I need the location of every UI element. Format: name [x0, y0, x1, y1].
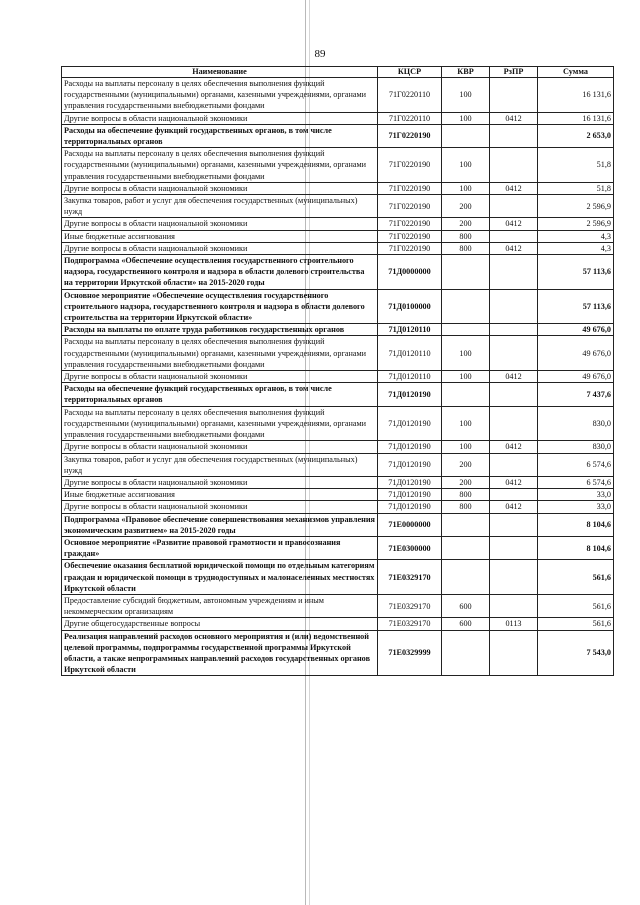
- table-row: [62, 195, 614, 218]
- cell-rzpr: [490, 78, 538, 113]
- table-row: [62, 218, 614, 230]
- cell-kvr: 100: [442, 182, 490, 194]
- cell-sum: 57 113,6: [538, 289, 614, 324]
- table-row: [62, 78, 614, 113]
- cell-sum: 561,6: [538, 594, 614, 617]
- cell-rzpr: 0412: [490, 441, 538, 453]
- cell-rzpr: 0113: [490, 618, 538, 630]
- cell-kcsr: 71Е0329170: [378, 560, 442, 595]
- cell-kcsr: 71Г0220110: [378, 112, 442, 124]
- cell-name: Закупка товаров, работ и услуг для обеспечения государственных (муниципальных) нужд: [62, 195, 378, 218]
- cell-name: Другие вопросы в области национальной экономики: [62, 476, 378, 488]
- cell-rzpr: [490, 630, 538, 676]
- cell-sum: 49 676,0: [538, 324, 614, 336]
- cell-kvr: 100: [442, 78, 490, 113]
- cell-kvr: 100: [442, 148, 490, 183]
- cell-kcsr: 71Д0100000: [378, 289, 442, 324]
- cell-sum: 49 676,0: [538, 336, 614, 371]
- cell-sum: 33,0: [538, 489, 614, 501]
- cell-rzpr: 0412: [490, 112, 538, 124]
- cell-kvr: 800: [442, 230, 490, 242]
- cell-sum: 4,3: [538, 230, 614, 242]
- cell-name: Другие вопросы в области национальной экономики: [62, 371, 378, 383]
- cell-name: Расходы на выплаты персоналу в целях обеспечения выполнения функций государственными (муниципальными) органами, казенными учреждениями, органами управления государственными внебюджетными фондами: [62, 78, 378, 113]
- cell-kcsr: 71Д0120190: [378, 441, 442, 453]
- cell-rzpr: [490, 536, 538, 559]
- cell-rzpr: [490, 406, 538, 441]
- table-row: [62, 594, 614, 617]
- cell-rzpr: [490, 230, 538, 242]
- cell-kcsr: 71Д0120190: [378, 476, 442, 488]
- cell-name: Иные бюджетные ассигнования: [62, 489, 378, 501]
- table-header-row: [62, 67, 614, 78]
- page-number: 89: [314, 48, 326, 60]
- table-row: [62, 560, 614, 595]
- cell-sum: 7 437,6: [538, 383, 614, 406]
- cell-kvr: 100: [442, 112, 490, 124]
- cell-kvr: [442, 324, 490, 336]
- cell-kvr: 200: [442, 218, 490, 230]
- cell-kvr: [442, 255, 490, 290]
- cell-rzpr: 0412: [490, 182, 538, 194]
- cell-name: Подпрограмма «Обеспечение осуществления государственного строительного надзора, государственного контроля и надзора в области долевого строительства на территории Иркутской области» на 2015-2020 годы: [62, 255, 378, 290]
- cell-rzpr: 0412: [490, 476, 538, 488]
- cell-kcsr: 71Г0220190: [378, 182, 442, 194]
- cell-rzpr: [490, 513, 538, 536]
- cell-kvr: 200: [442, 476, 490, 488]
- cell-sum: 16 131,6: [538, 78, 614, 113]
- cell-kcsr: 71Д0000000: [378, 255, 442, 290]
- cell-name: Обеспечение оказания бесплатной юридической помощи по отдельным категориям граждан и юридической помощи в труднодоступных и малонаселенных местностях Иркутской области: [62, 560, 378, 595]
- cell-rzpr: 0412: [490, 371, 538, 383]
- cell-name: Расходы на обеспечение функций государственных органов, в том числе территориальных органов: [62, 124, 378, 147]
- table-row: [62, 501, 614, 513]
- cell-name: Другие вопросы в области национальной экономики: [62, 441, 378, 453]
- cell-rzpr: [490, 289, 538, 324]
- table-row: [62, 383, 614, 406]
- table-row: [62, 406, 614, 441]
- table-row: [62, 489, 614, 501]
- header-rzpr: РзПР: [490, 67, 538, 78]
- cell-sum: 830,0: [538, 441, 614, 453]
- cell-kcsr: 71Е0329170: [378, 594, 442, 617]
- cell-kvr: [442, 513, 490, 536]
- cell-kvr: [442, 560, 490, 595]
- cell-kcsr: 71Д0120190: [378, 406, 442, 441]
- table-row: [62, 148, 614, 183]
- cell-name: Основное мероприятие «Обеспечение осуществления государственного строительного надзора, государственного контроля и надзора в области долевого строительства на территории Иркутской области»: [62, 289, 378, 324]
- cell-sum: 2 596,9: [538, 195, 614, 218]
- table-row: [62, 371, 614, 383]
- cell-name: Расходы на выплаты персоналу в целях обеспечения выполнения функций государственными (муниципальными) органами, казенными учреждениями, органами управления государственными внебюджетными фондами: [62, 148, 378, 183]
- table-row: [62, 476, 614, 488]
- cell-kcsr: 71Е0000000: [378, 513, 442, 536]
- header-sum: Сумма: [538, 67, 614, 78]
- cell-sum: 8 104,6: [538, 536, 614, 559]
- header-kvr: КВР: [442, 67, 490, 78]
- cell-sum: 561,6: [538, 618, 614, 630]
- table-row: [62, 289, 614, 324]
- cell-name: Расходы на выплаты по оплате труда работников государственных органов: [62, 324, 378, 336]
- cell-kvr: [442, 289, 490, 324]
- cell-kvr: 100: [442, 406, 490, 441]
- cell-rzpr: [490, 594, 538, 617]
- cell-rzpr: [490, 453, 538, 476]
- cell-name: Другие общегосударственные вопросы: [62, 618, 378, 630]
- cell-kvr: 100: [442, 371, 490, 383]
- cell-kcsr: 71Г0220190: [378, 218, 442, 230]
- budget-table: [61, 66, 614, 676]
- cell-kcsr: 71Г0220190: [378, 242, 442, 254]
- cell-kcsr: 71Е0300000: [378, 536, 442, 559]
- cell-sum: 830,0: [538, 406, 614, 441]
- cell-sum: 8 104,6: [538, 513, 614, 536]
- table-row: [62, 513, 614, 536]
- table-row: [62, 230, 614, 242]
- cell-kcsr: 71Д0120190: [378, 453, 442, 476]
- cell-rzpr: [490, 255, 538, 290]
- cell-rzpr: [490, 148, 538, 183]
- cell-kcsr: 71Д0120110: [378, 371, 442, 383]
- cell-kcsr: 71Г0220110: [378, 78, 442, 113]
- cell-rzpr: 0412: [490, 242, 538, 254]
- cell-name: Другие вопросы в области национальной экономики: [62, 182, 378, 194]
- cell-sum: 49 676,0: [538, 371, 614, 383]
- header-name: Наименование: [62, 67, 378, 78]
- cell-rzpr: [490, 489, 538, 501]
- cell-sum: 4,3: [538, 242, 614, 254]
- table-row: [62, 182, 614, 194]
- cell-kvr: [442, 536, 490, 559]
- cell-name: Другие вопросы в области национальной экономики: [62, 501, 378, 513]
- cell-kvr: 200: [442, 453, 490, 476]
- table-row: [62, 324, 614, 336]
- cell-name: Подпрограмма «Правовое обеспечение совершенствования механизмов управления экономическим развитием» на 2015-2020 годы: [62, 513, 378, 536]
- table-row: [62, 441, 614, 453]
- cell-name: Другие вопросы в области национальной экономики: [62, 112, 378, 124]
- cell-name: Иные бюджетные ассигнования: [62, 230, 378, 242]
- cell-kcsr: 71Д0120190: [378, 489, 442, 501]
- cell-kcsr: 71Г0220190: [378, 230, 442, 242]
- table-row: [62, 536, 614, 559]
- cell-sum: 33,0: [538, 501, 614, 513]
- cell-kvr: 200: [442, 195, 490, 218]
- cell-kvr: 800: [442, 501, 490, 513]
- table-row: [62, 124, 614, 147]
- cell-name: Другие вопросы в области национальной экономики: [62, 242, 378, 254]
- cell-kvr: [442, 383, 490, 406]
- cell-sum: 51,8: [538, 148, 614, 183]
- table-row: [62, 336, 614, 371]
- cell-rzpr: 0412: [490, 218, 538, 230]
- cell-rzpr: [490, 383, 538, 406]
- cell-kcsr: 71Д0120110: [378, 324, 442, 336]
- table-row: [62, 630, 614, 676]
- cell-kcsr: 71Д0120190: [378, 383, 442, 406]
- cell-kcsr: 71Г0220190: [378, 195, 442, 218]
- cell-rzpr: [490, 324, 538, 336]
- cell-name: Предоставление субсидий бюджетным, автономным учреждениям и иным некоммерческим организациям: [62, 594, 378, 617]
- table-row: [62, 453, 614, 476]
- table-row: [62, 618, 614, 630]
- table-body: [62, 78, 614, 676]
- cell-kvr: 100: [442, 441, 490, 453]
- cell-sum: 16 131,6: [538, 112, 614, 124]
- cell-rzpr: [490, 124, 538, 147]
- cell-sum: 561,6: [538, 560, 614, 595]
- cell-rzpr: [490, 560, 538, 595]
- cell-name: Расходы на обеспечение функций государственных органов, в том числе территориальных органов: [62, 383, 378, 406]
- cell-sum: 7 543,0: [538, 630, 614, 676]
- header-kcsr: КЦСР: [378, 67, 442, 78]
- cell-kcsr: 71Е0329999: [378, 630, 442, 676]
- cell-kvr: 800: [442, 242, 490, 254]
- cell-name: Закупка товаров, работ и услуг для обеспечения государственных (муниципальных) нужд: [62, 453, 378, 476]
- cell-rzpr: 0412: [490, 501, 538, 513]
- cell-kvr: [442, 630, 490, 676]
- cell-sum: 57 113,6: [538, 255, 614, 290]
- cell-kcsr: 71Д0120190: [378, 501, 442, 513]
- cell-kvr: 100: [442, 336, 490, 371]
- table-row: [62, 112, 614, 124]
- cell-name: Реализация направлений расходов основного мероприятия и (или) ведомственной целевой программы, подпрограммы государственной программы Иркутской области, а также непрограммных направлений расходов государственных органов Иркутской области: [62, 630, 378, 676]
- table-row: [62, 255, 614, 290]
- cell-name: Другие вопросы в области национальной экономики: [62, 218, 378, 230]
- cell-kcsr: 71Г0220190: [378, 148, 442, 183]
- cell-name: Расходы на выплаты персоналу в целях обеспечения выполнения функций государственными (муниципальными) органами, казенными учреждениями, органами управления государственными внебюджетными фондами: [62, 336, 378, 371]
- cell-kvr: 600: [442, 618, 490, 630]
- cell-sum: 2 653,0: [538, 124, 614, 147]
- cell-sum: 6 574,6: [538, 476, 614, 488]
- cell-sum: 51,8: [538, 182, 614, 194]
- cell-kcsr: 71Г0220190: [378, 124, 442, 147]
- cell-kcsr: 71Д0120110: [378, 336, 442, 371]
- cell-kvr: [442, 124, 490, 147]
- cell-rzpr: [490, 336, 538, 371]
- cell-kcsr: 71Е0329170: [378, 618, 442, 630]
- cell-rzpr: [490, 195, 538, 218]
- table-row: [62, 242, 614, 254]
- cell-name: Расходы на выплаты персоналу в целях обеспечения выполнения функций государственными (муниципальными) органами, казенными учреждениями, органами управления государственными внебюджетными фондами: [62, 406, 378, 441]
- cell-sum: 2 596,9: [538, 218, 614, 230]
- cell-sum: 6 574,6: [538, 453, 614, 476]
- cell-kvr: 600: [442, 594, 490, 617]
- cell-kvr: 800: [442, 489, 490, 501]
- cell-name: Основное мероприятие «Развитие правовой грамотности и правосознания граждан»: [62, 536, 378, 559]
